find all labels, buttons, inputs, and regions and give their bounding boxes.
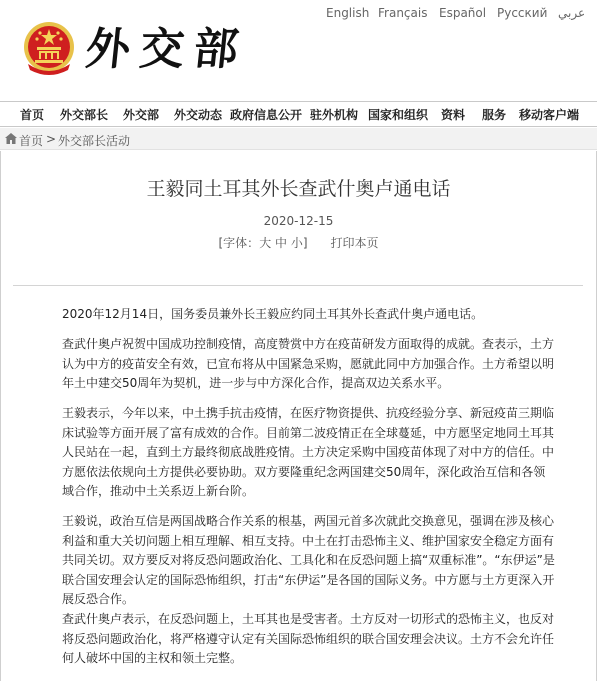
article-paragraph: 2020年12月14日，国务委员兼外长王毅应约同土耳其外长查武什奥卢通电话。: [62, 307, 484, 321]
nav-overseas-missions[interactable]: 驻外机构: [310, 108, 359, 122]
nav-countries-organizations[interactable]: 国家和组织: [368, 108, 429, 122]
ministry-calligraphy-logo[interactable]: 外交部: [83, 24, 251, 75]
lang-english[interactable]: English: [326, 6, 370, 20]
home-icon: [5, 133, 17, 144]
article-title: 王毅同土耳其外长查武什奥卢通电话: [146, 178, 451, 200]
lang-spanish[interactable]: Español: [439, 6, 487, 20]
main-nav: [0, 101, 597, 127]
article-paragraph: 查武什奥卢表示，在反恐问题上，土耳其也是受害者。土方反对一切形式的恐怖主义，也反对将反恐问题政治化，将严格遵守认定有关国际恐怖组织的联合国安理会决议。土方不会允许任何人破坏中国的主权和领土完整。: [62, 612, 555, 665]
article-date: 2020-12-15: [263, 214, 334, 228]
lang-arabic[interactable]: عربي: [558, 6, 586, 20]
nav-ministry[interactable]: 外交部: [123, 108, 160, 122]
article-container: [0, 151, 597, 681]
font-size-small-link[interactable]: 小: [290, 236, 303, 250]
lang-french[interactable]: Français: [378, 6, 428, 20]
article-divider: [13, 285, 583, 286]
nav-foreign-minister[interactable]: 外交部长: [60, 108, 109, 122]
font-size-large-link[interactable]: 大: [259, 236, 272, 250]
font-size-label: [字体：: [218, 236, 260, 250]
breadcrumb-separator: >: [46, 132, 57, 146]
lang-russian[interactable]: Русский: [497, 6, 548, 20]
nav-services[interactable]: 服务: [482, 108, 507, 122]
nav-home[interactable]: 首页: [20, 108, 45, 122]
nav-mobile-client[interactable]: 移动客户端: [519, 108, 580, 122]
breadcrumb-home[interactable]: 首页: [19, 134, 44, 148]
article-paragraph: 王毅说，政治互信是两国战略合作关系的根基，两国元首多次就此交换意见，强调在涉及核心利益和重大关切问题上相互理解、相互支持。中土在打击恐怖主义、维护国家安全稳定方面有共同关切。双方要反对将反恐问题政治化、工具化和在反恐问题上搞“双重标准”。“东伊运”是联合国安理会认定的国际恐怖组织，打击“东伊运”是各国的国际义务。中方愿与土方更深入开展反恐合作。: [62, 514, 555, 606]
article-paragraph: 查武什奥卢祝贺中国成功控制疫情，高度赞赏中方在疫苗研发方面取得的成就。查表示，土方认为中方的疫苗安全有效，已宣布将从中国紧急采购，愿就此同中方加强合作。土方希望以明年土中建交50周年为契机，进一步与中方深化合作，提高双边关系水平。: [62, 337, 555, 390]
font-size-medium-link[interactable]: 中: [275, 236, 288, 250]
nav-diplomatic-news[interactable]: 外交动态: [174, 108, 223, 122]
print-page-link[interactable]: 打印本页: [330, 236, 379, 250]
language-switcher: [322, 6, 592, 24]
article-tools: [1, 234, 596, 251]
article-paragraph: 王毅表示，今年以来，中土携手抗击疫情，在医疗物资提供、抗疫经验分享、新冠疫苗三期临床试验等方面开展了富有成效的合作。目前第二波疫情正在全球蔓延，中方愿坚定地同土耳其人民站在一起，直到土方最终彻底战胜疫情。土方决定采购中国疫苗体现了对中方的信任。中方愿依法依规向土方提供必要协助。双方要隆重纪念两国建交50周年，深化政治互信和各领域合作，推动中土关系迈上新台阶。: [62, 406, 555, 498]
nav-government-info[interactable]: 政府信息公开: [230, 108, 303, 122]
font-size-bracket: ]: [302, 236, 308, 250]
breadcrumb: [0, 128, 597, 150]
nav-materials[interactable]: 资料: [441, 108, 466, 122]
site-header: [0, 0, 597, 100]
national-emblem-icon[interactable]: [22, 20, 76, 78]
breadcrumb-section[interactable]: 外交部长活动: [58, 134, 131, 148]
